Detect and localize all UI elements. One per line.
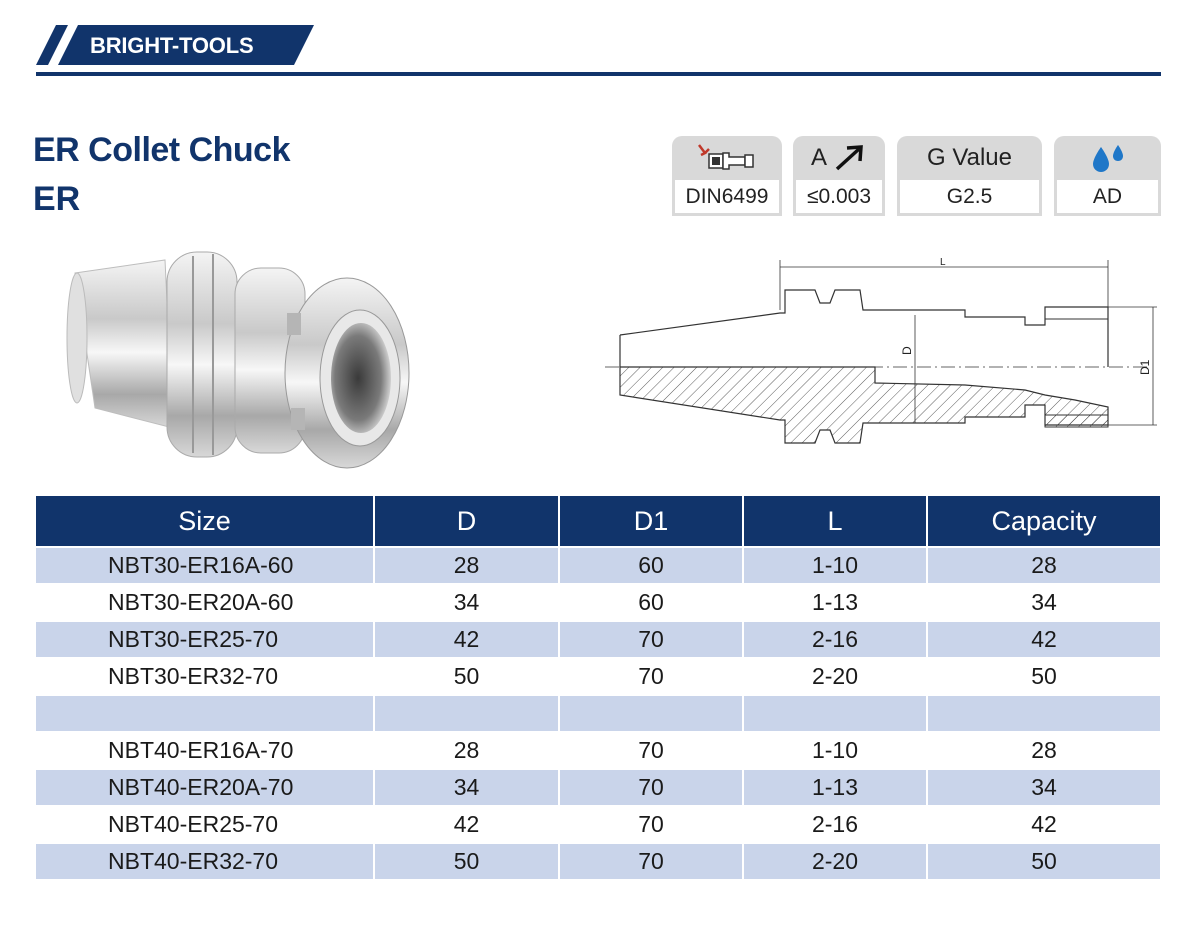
table-row: [36, 547, 1160, 584]
cell-capacity: 42: [927, 806, 1160, 843]
table-row: [36, 806, 1160, 843]
cell-capacity: 34: [927, 584, 1160, 621]
badge-balance-label: G Value: [927, 144, 1012, 171]
cell-capacity: 50: [927, 843, 1160, 879]
cell-d: 50: [374, 843, 559, 879]
cell-d: 28: [374, 732, 559, 769]
brand-name: BRIGHT-TOOLS: [90, 33, 254, 58]
cell-d: 28: [374, 547, 559, 584]
table-row: [36, 621, 1160, 658]
table-row: [36, 658, 1160, 695]
cell-d1: [559, 695, 743, 732]
cell-size: NBT40-ER32-70: [36, 843, 374, 879]
cell-capacity: 28: [927, 547, 1160, 584]
cell-l: 1-13: [743, 584, 927, 621]
product-photo: [55, 238, 415, 483]
cell-d1: 70: [559, 658, 743, 695]
cell-l: 1-10: [743, 547, 927, 584]
badge-standard: [672, 136, 782, 216]
cell-d1: 70: [559, 621, 743, 658]
badge-standard-value: DIN6499: [675, 180, 779, 213]
badge-coolant: [1054, 136, 1161, 216]
page-title: ER Collet Chuck: [33, 131, 290, 169]
cell-size: NBT30-ER25-70: [36, 621, 374, 658]
column-header-d1: D1: [559, 496, 743, 547]
cell-d1: 60: [559, 547, 743, 584]
cell-d1: 60: [559, 584, 743, 621]
badge-balance-value: G2.5: [900, 180, 1039, 213]
column-header-l: L: [743, 496, 927, 547]
dimension-d1-label: D1: [1138, 359, 1152, 375]
cell-size: NBT40-ER16A-70: [36, 732, 374, 769]
cell-capacity: 50: [927, 658, 1160, 695]
column-header-d: D: [374, 496, 559, 547]
table-header-row: [36, 496, 1160, 547]
dimension-l-label: L: [940, 257, 946, 268]
cell-l: 2-16: [743, 621, 927, 658]
cell-d1: 70: [559, 732, 743, 769]
cell-size: NBT30-ER32-70: [36, 658, 374, 695]
dimension-d-label: D: [900, 346, 914, 355]
cell-d: 50: [374, 658, 559, 695]
cell-l: 2-20: [743, 843, 927, 879]
runout-arrow-icon: [833, 143, 867, 173]
cell-l: 1-13: [743, 769, 927, 806]
cell-capacity: 42: [927, 621, 1160, 658]
cell-d: 34: [374, 584, 559, 621]
brand-logo: [36, 25, 316, 65]
cell-capacity: [927, 695, 1160, 732]
badge-balance: [897, 136, 1042, 216]
column-header-size: Size: [36, 496, 374, 547]
cell-size: NBT40-ER20A-70: [36, 769, 374, 806]
cell-l: [743, 695, 927, 732]
cell-l: 1-10: [743, 732, 927, 769]
cell-size: NBT30-ER20A-60: [36, 584, 374, 621]
badge-coolant-value: AD: [1057, 180, 1158, 213]
badge-runout: [793, 136, 885, 216]
cell-d1: 70: [559, 843, 743, 879]
table-row-spacer: [36, 695, 1160, 732]
column-header-capacity: Capacity: [927, 496, 1160, 547]
cell-size: [36, 695, 374, 732]
cell-capacity: 34: [927, 769, 1160, 806]
badge-runout-label: A: [810, 144, 827, 171]
cell-d: 42: [374, 806, 559, 843]
badge-runout-value: ≤0.003: [796, 180, 882, 213]
cell-size: NBT30-ER16A-60: [36, 547, 374, 584]
spec-table: [36, 496, 1160, 879]
cell-d: 42: [374, 621, 559, 658]
cell-d: 34: [374, 769, 559, 806]
table-row: [36, 584, 1160, 621]
coolant-drops-icon: [1088, 141, 1128, 175]
cell-l: 2-16: [743, 806, 927, 843]
header-divider: [36, 72, 1161, 76]
cell-size: NBT40-ER25-70: [36, 806, 374, 843]
cell-d1: 70: [559, 806, 743, 843]
table-row: [36, 769, 1160, 806]
table-row: [36, 732, 1160, 769]
cell-d: [374, 695, 559, 732]
page-subtitle: ER: [33, 180, 81, 218]
table-row: [36, 843, 1160, 879]
cell-l: 2-20: [743, 658, 927, 695]
machine-spindle-icon: [695, 141, 759, 175]
cell-capacity: 28: [927, 732, 1160, 769]
technical-drawing: [605, 255, 1165, 450]
cell-d1: 70: [559, 769, 743, 806]
